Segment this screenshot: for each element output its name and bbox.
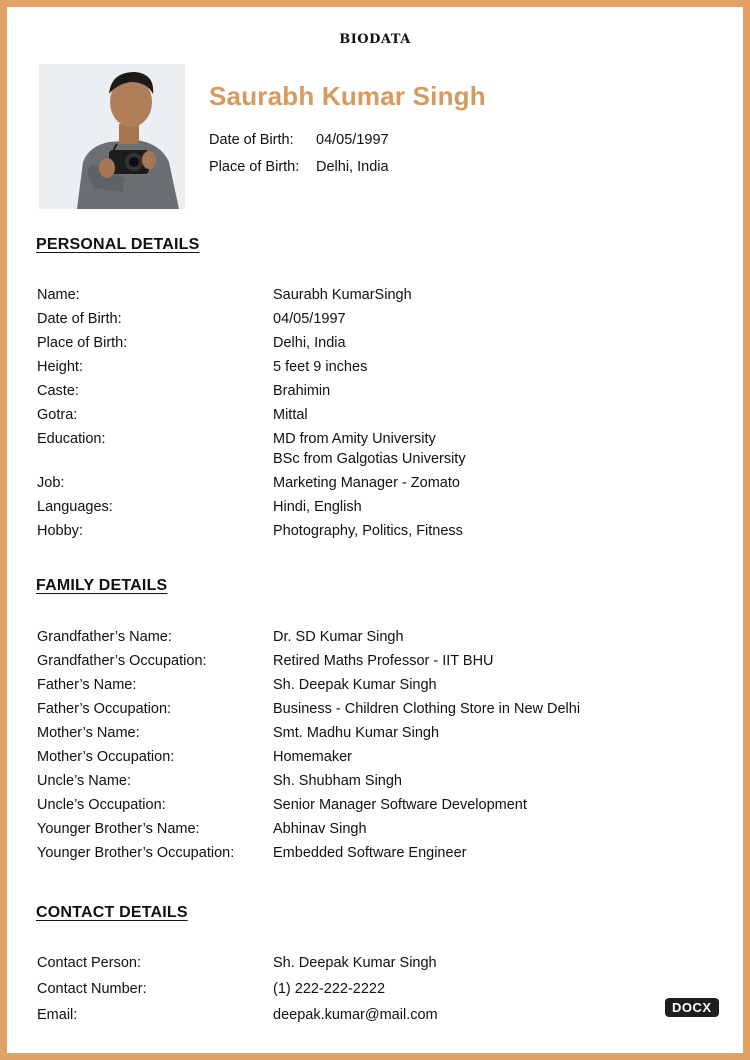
document-title: BIODATA xyxy=(339,32,411,47)
detail-label: Father’s Occupation: xyxy=(37,701,172,717)
header-pob-value: Delhi, India xyxy=(316,159,389,175)
detail-value: Brahimin xyxy=(273,383,331,399)
detail-row xyxy=(37,795,717,815)
detail-row xyxy=(37,521,717,541)
detail-label: Grandfather’s Name: xyxy=(37,629,172,645)
detail-row xyxy=(37,1005,717,1025)
detail-row xyxy=(37,381,717,401)
detail-value: Marketing Manager - Zomato xyxy=(273,475,460,491)
detail-value: Hindi, English xyxy=(273,499,362,515)
detail-label: Education: xyxy=(37,431,106,447)
detail-row xyxy=(37,979,717,999)
detail-label: Younger Brother’s Name: xyxy=(37,821,200,837)
email-value: deepak.kumar@mail.com xyxy=(273,1007,438,1023)
detail-label: Date of Birth: xyxy=(37,311,122,327)
personal-details-heading: PERSONAL DETAILS xyxy=(36,236,200,253)
detail-value: MD from Amity University xyxy=(273,431,436,447)
detail-row xyxy=(37,285,717,305)
detail-label: Mother’s Name: xyxy=(37,725,140,741)
detail-label: Grandfather’s Occupation: xyxy=(37,653,207,669)
detail-value: Mittal xyxy=(273,407,308,423)
docx-badge[interactable]: DOCX xyxy=(665,998,719,1017)
detail-value: Embedded Software Engineer xyxy=(273,845,467,861)
detail-row xyxy=(37,843,717,863)
detail-label: Father’s Name: xyxy=(37,677,137,693)
detail-label: Younger Brother’s Occupation: xyxy=(37,845,235,861)
detail-value: Saurabh KumarSingh xyxy=(273,287,412,303)
detail-label: Caste: xyxy=(37,383,79,399)
contact-person-value: Sh. Deepak Kumar Singh xyxy=(273,955,437,971)
detail-value: Sh. Deepak Kumar Singh xyxy=(273,677,437,693)
detail-row xyxy=(37,357,717,377)
detail-row xyxy=(37,651,717,671)
detail-row xyxy=(37,747,717,767)
detail-value: Photography, Politics, Fitness xyxy=(273,523,463,539)
detail-row xyxy=(37,675,717,695)
detail-row xyxy=(37,333,717,353)
detail-value: 5 feet 9 inches xyxy=(273,359,368,375)
header-dob-value: 04/05/1997 xyxy=(316,132,389,148)
detail-row xyxy=(37,309,717,329)
detail-value: Dr. SD Kumar Singh xyxy=(273,629,404,645)
detail-value: 04/05/1997 xyxy=(273,311,346,327)
detail-label: Languages: xyxy=(37,499,113,515)
personal-details-list xyxy=(37,285,717,545)
detail-row xyxy=(37,405,717,425)
detail-value-line-2: BSc from Galgotias University xyxy=(273,451,466,467)
detail-value: Senior Manager Software Development xyxy=(273,797,527,813)
detail-label: Hobby: xyxy=(37,523,83,539)
candidate-name: Saurabh Kumar Singh xyxy=(209,81,486,111)
header-pob-label: Place of Birth: xyxy=(209,159,300,175)
contact-details-heading: CONTACT DETAILS xyxy=(36,904,188,921)
family-details-heading: FAMILY DETAILS xyxy=(36,577,168,594)
detail-row xyxy=(37,819,717,839)
detail-label: Place of Birth: xyxy=(37,335,128,351)
detail-value: Homemaker xyxy=(273,749,352,765)
detail-label: Uncle’s Occupation: xyxy=(37,797,166,813)
detail-label: Job: xyxy=(37,475,65,491)
detail-row xyxy=(37,771,717,791)
person-photo-icon xyxy=(39,64,185,209)
detail-label: Email: xyxy=(37,1007,78,1023)
header-dob xyxy=(209,132,389,148)
detail-row xyxy=(37,429,717,469)
detail-row xyxy=(37,473,717,493)
detail-value: Retired Maths Professor - IIT BHU xyxy=(273,653,494,669)
detail-label: Uncle’s Name: xyxy=(37,773,132,789)
detail-row xyxy=(37,723,717,743)
header-pob xyxy=(209,159,389,175)
detail-row xyxy=(37,699,717,719)
detail-value: Delhi, India xyxy=(273,335,346,351)
detail-label: Height: xyxy=(37,359,83,375)
detail-value: Business - Children Clothing Store in New Delhi xyxy=(273,701,581,717)
detail-label: Mother’s Occupation: xyxy=(37,749,175,765)
contact-number-value: (1) 222-222-2222 xyxy=(273,981,386,997)
contact-details-list xyxy=(37,953,717,1031)
detail-label: Gotra: xyxy=(37,407,78,423)
detail-value: Abhinav Singh xyxy=(273,821,367,837)
family-details-list xyxy=(37,627,717,867)
detail-label: Contact Number: xyxy=(37,981,147,997)
profile-photo xyxy=(39,64,185,209)
detail-label: Name: xyxy=(37,287,80,303)
detail-row xyxy=(37,627,717,647)
detail-row xyxy=(37,497,717,517)
detail-row xyxy=(37,953,717,973)
header-dob-label: Date of Birth: xyxy=(209,132,294,148)
detail-value: Sh. Shubham Singh xyxy=(273,773,402,789)
detail-value: Smt. Madhu Kumar Singh xyxy=(273,725,440,741)
detail-label: Contact Person: xyxy=(37,955,141,971)
